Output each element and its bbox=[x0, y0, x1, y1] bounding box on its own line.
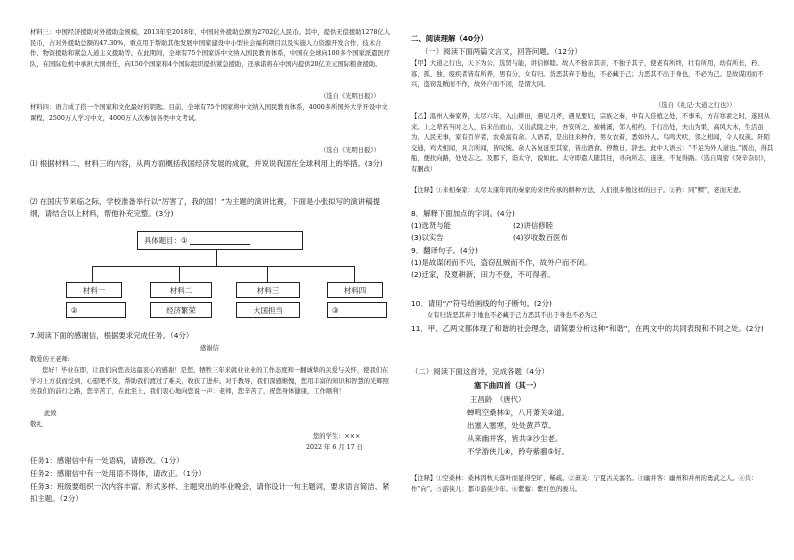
question-nine: 9．翻译句子。(4分) bbox=[411, 246, 478, 255]
letter-date: 2022 年 6 月 17 日 bbox=[306, 444, 363, 451]
letter-salutation: 敬爱的王老师: bbox=[30, 356, 70, 363]
answer-box-1-label: ② bbox=[71, 305, 78, 315]
part-one-title: （一）阅读下面两篇文言文，回答问题。（12分） bbox=[421, 47, 582, 56]
passage-yi: 【乙】温州人秦家养，太尽六年，入山耕田，遇见刀斧，遇见要妇，宗族之秦，中有入佳植之处，不事禾，方在寒素之时，遂回从来。上之辈若当时之人，后来出而山，又出武陵之中，吾安所之，被桃溪，邻人相约，于行出处，夫山为果，高风大木，生活虽为，人民无事，家有百岁者，农桑富有余。人语者，是出往来种作，男女衣着，悉如外人。鸟鸣犬吠，邻之相闻，令人叹羡。阡陌交通，鸡犬相闻，具言所闻，皆叹惋。余人各复延至其家，皆出酒食。停数日，辞去。此中人语云：“不足为外人道也。”既出，得其船，便扶向路，处处志之。及郡下，诣太守，说如此。太守即遣人随其往，寻向所志，遂迷，不复得路。（选自周密《癸辛杂识》，有删改） bbox=[411, 113, 774, 173]
question-eleven: 11．甲、乙两文都体现了和谐的社会理念，请简要分析这种“和谐”，在两文中的共同表现和不同之处。(2分) bbox=[411, 324, 764, 333]
connector-m2 bbox=[179, 266, 180, 282]
answer-box-3: 大国担当 bbox=[236, 302, 300, 318]
q8-item-2: (2)讲信修睦 bbox=[513, 221, 554, 230]
q8-item-1: (1)选贤与能 bbox=[411, 221, 452, 230]
material-box-3: 材料三 bbox=[236, 282, 300, 298]
material-four: 材料四：语言成了搭一个国家和文化最好的钥匙。目前，全球有75个国家将中文纳入国民教育体系，4000多所国外大学开设中文课程，2500万人学习中文，4000万人次参加各类中文考试。 bbox=[30, 104, 388, 122]
answer-box-4[interactable] bbox=[327, 302, 387, 318]
annotation: 【注释】①来相秦家：太尽太康年间的秦家的来世传承的耕种方法，人们很多像这样的日子。②矜：同“鳏”，老而无妻。 bbox=[411, 187, 745, 194]
outline-title-label: 具体题目：① bbox=[144, 236, 188, 245]
letter-closing-1: 此致 bbox=[44, 410, 57, 417]
left-column bbox=[20, 0, 392, 560]
passage-jia: 【甲】大道之行也，天下为公，选贤与能，讲信修睦。故人不独亲其亲，不独子其子，使老有所终，壮有所用，幼有所长，矜、寡、孤、独、废疾者皆有所养，男有分，女有归。货恶其弃于地也，不必藏于己；力恶其不出于身也，不必为己。是故谋闭而不兴，盗窃乱贼而不作，故外户而不闭，是谓大同。 bbox=[411, 60, 764, 89]
poem-line-2: 出塞入塞寒，处处黄芦草。 bbox=[467, 421, 556, 430]
answer-box-1[interactable] bbox=[66, 302, 126, 318]
task-two: 任务2：感谢信中有一处用语不得体，请改正。（1分） bbox=[30, 469, 206, 478]
answer-box-2: 经济繁荣 bbox=[150, 302, 212, 318]
q9-item-1: (1)是故谋闭而不兴，盗窃乱贼而不作，故外户而不闭。 bbox=[411, 258, 592, 267]
material-box-2: 材料二 bbox=[150, 282, 212, 298]
poem-title: 塞下曲四首（其一） bbox=[474, 381, 541, 390]
material-three: 材料三：中国经济援助对外援助金规模，2013年至2018年，中国对外援助总额为2702亿人民币。其中，提供无偿援助1278亿人民币，占对外援助总额的47.30%，重点用于帮助其他发展中国家建设中小型社会福利项目以及实施人力资源开发合作、技术合作、物资援助和紧急人道主义援助等。在此期间，全球有75个国家诉中文纳入国民教育体系，中国在全球向100多个国家派遣医疗队，在国际危机中承担大国责任，向150个国家和4个国际组织提供紧急援助，还承诺将在中国内提供20亿美元国际粮食援助。 bbox=[30, 29, 391, 68]
question-seven: 7.阅读下面的感谢信，根据要求完成任务。（4分） bbox=[30, 331, 194, 340]
letter-body: 您好！毕业在即，让我们向您表达最衷心的感谢！是您，牺牲三年来就业业业的工作态度和一翻诚挚的关爱与关怀，使我们在学习上方获而受到，心慰吧不及，帮助我们渡过了难关，收获了进步。对于教导，我们深感惭愧，您用丰富的知识和智慧的光辉照亮我们的前行之路，您辛苦了，在此至上，我们衷心地向您说一声：老师，您辛苦了，祝您身体健康，工作顺利！ bbox=[30, 367, 389, 396]
letter-signature: 您的学生：××× bbox=[313, 433, 361, 440]
poem-line-1: 蝉鸣空桑林①，八月萧关②道。 bbox=[467, 408, 569, 417]
connector-horizontal bbox=[92, 266, 354, 267]
material-box-4: 材料四 bbox=[327, 282, 383, 298]
passage-jia-source: （选自《礼记·大道之行也》） bbox=[655, 102, 736, 109]
question-two: ⑵ 在国庆节来临之际，学校准备举行以“厉害了，我的国！”为主题的演讲比赛，下面是小张拟写的演讲稿提纲，请结合以上材料，帮他补充完整。(3分) bbox=[30, 197, 380, 218]
task-three: 任务3：班级要组织一次内容丰富、形式多样、主题突出的毕业晚会，请你设计一句主题词，要求语言简洁、紧扣主题。（2分） bbox=[30, 482, 390, 503]
material-box-1: 材料一 bbox=[66, 282, 122, 298]
q9-item-2: (2)迁家，及夏耕新，田力不登，不可得者。 bbox=[411, 270, 555, 279]
connector-vertical bbox=[216, 249, 217, 266]
q8-item-4: (4)岁收数百医布 bbox=[513, 233, 568, 242]
material-three-source: （选自《光明日报》） bbox=[320, 93, 380, 100]
part-two-title: （二）阅读下面这首诗，完成各题（4分） bbox=[411, 367, 549, 376]
question-ten: 10．请用“/”符号给画线的句子断句。(2分) bbox=[411, 299, 552, 308]
connector-m4 bbox=[354, 266, 355, 282]
poem-line-3: 从来幽并客，皆共③沙尘老。 bbox=[467, 434, 563, 443]
outline-title-blank[interactable] bbox=[190, 236, 250, 245]
q10-sentence: 女有归货恶其弃于地也不必藏于己力恶其不出于身也不必为己 bbox=[427, 312, 598, 319]
letter-heading: 感谢信 bbox=[200, 345, 219, 352]
material-four-source: （选自《光明日报》） bbox=[320, 147, 380, 154]
task-one: 任务1：感谢信中有一处语病，请修改。（1分） bbox=[30, 456, 184, 465]
poem-author: 王昌龄 （唐代） bbox=[470, 395, 526, 404]
letter-closing-2: 敬礼 bbox=[30, 421, 43, 428]
poem-annotation: 【注释】①空桑林：桑林因秋天落叶而显得空旷，稀疏。②萧关：宁夏古关塞名。③幽并客：幽州和并州的勇武之人。④共：作“向”。⑤游侠儿：都市游侠少年。⑥紫骝：紫红色的骏马。 bbox=[411, 475, 758, 493]
outline-title-box bbox=[137, 231, 303, 250]
connector-m1 bbox=[92, 266, 93, 282]
poem-line-4: 不学游侠儿④，矜夸紫骝⑤好。 bbox=[467, 447, 569, 456]
q8-item-3: (3)以实告 bbox=[411, 233, 444, 242]
section-title: 二、阅读理解（40分） bbox=[411, 34, 488, 43]
question-eight: 8．解释下面加点的字词。(4分) bbox=[411, 209, 515, 218]
connector-m3 bbox=[267, 266, 268, 282]
answer-box-4-label: ③ bbox=[332, 305, 339, 315]
right-column bbox=[403, 0, 775, 560]
question-one: ⑴ 根据材料二、材料三的内容，从两方面概括我国经济发展的成就，并说说我国在全球利用上的举措。(3分) bbox=[30, 159, 383, 168]
